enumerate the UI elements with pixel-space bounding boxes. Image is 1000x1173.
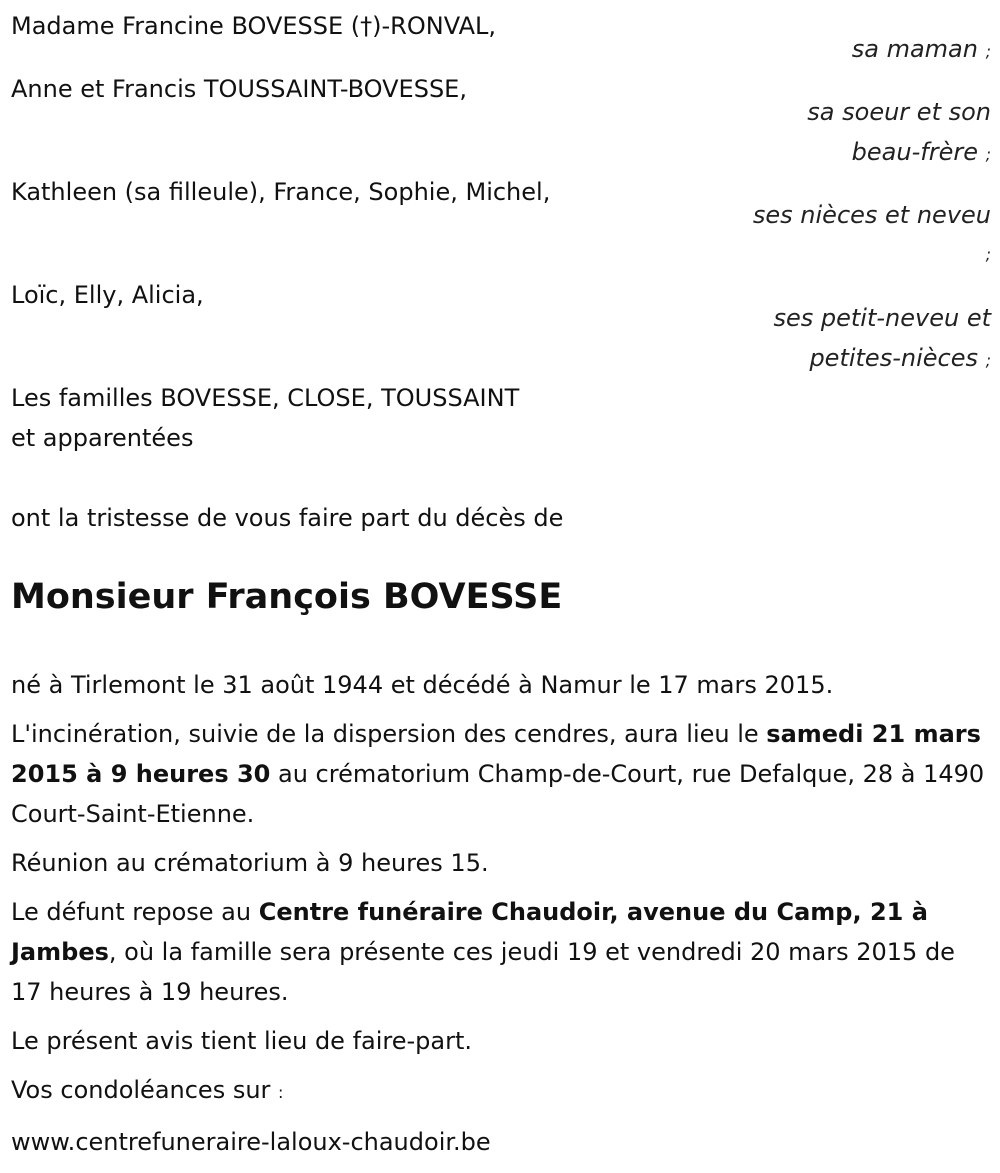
condolences-colon: :: [278, 1083, 284, 1102]
relation-text: petites-nièces: [809, 344, 978, 372]
rest-post: , où la famille sera présente ces jeudi 19 et vendredi 20 mars 2015 de 17 heures à 19 heures.: [11, 938, 955, 1006]
family-relation: [731, 29, 991, 72]
rest-pre: Le défunt repose au: [11, 898, 259, 926]
relation-semicolon: ;: [985, 42, 991, 61]
meeting-text: Réunion au crématorium à 9 heures 15.: [11, 849, 489, 877]
relation-text: sa soeur et son: [807, 98, 991, 126]
birth-death-text: né à Tirlemont le 31 août 1944 et décédé à Namur le 17 mars 2015.: [11, 671, 834, 699]
families-line: et apparentées: [11, 424, 194, 452]
ceremony-text: [11, 714, 991, 834]
rest-location: Centre funéraire Chaudoir, avenue du Camp, 21 à Jambes: [11, 898, 928, 966]
family-names: Madame Francine BOVESSE (†)-RONVAL,: [11, 12, 497, 40]
rest-text: [11, 892, 991, 1012]
family-names: Loïc, Elly, Alicia,: [11, 281, 204, 309]
condolences-label: Vos condoléances sur: [11, 1076, 271, 1104]
family-relation: [731, 195, 991, 275]
ceremony-date: samedi 21 mars 2015 à 9 heures 30: [11, 720, 981, 788]
relation-semicolon: ;: [985, 245, 991, 264]
deceased-name: Monsieur François BOVESSE: [11, 577, 563, 617]
announcement-intro: ont la tristesse de vous faire part du décès de: [11, 504, 564, 532]
relation-text: ses petit-neveu et: [773, 304, 991, 332]
relation-semicolon: ;: [985, 351, 991, 370]
families-related: [11, 378, 519, 458]
website-link[interactable]: www.centrefuneraire-laloux-chaudoir.be: [11, 1128, 491, 1156]
relation-text: beau-frère: [851, 138, 978, 166]
notice-text: Le présent avis tient lieu de faire-part.: [11, 1027, 473, 1055]
condolences-text: [11, 1070, 991, 1113]
ceremony-post: au crématorium Champ-de-Court, rue Defalque, 28 à 1490 Court-Saint-Etienne.: [11, 760, 985, 828]
relation-text: ses nièces et neveu: [752, 201, 991, 229]
ceremony-pre: L'incinération, suivie de la dispersion des cendres, aura lieu le: [11, 720, 767, 748]
family-names: Anne et Francis TOUSSAINT-BOVESSE,: [11, 75, 467, 103]
details-section: [11, 665, 991, 1171]
family-relation: [731, 298, 991, 381]
relation-text: sa maman: [851, 35, 978, 63]
family-names: Kathleen (sa filleule), France, Sophie, Michel,: [11, 178, 551, 206]
family-relation: [731, 92, 991, 175]
relation-semicolon: ;: [985, 145, 991, 164]
families-line: Les familles BOVESSE, CLOSE, TOUSSAINT: [11, 384, 520, 412]
